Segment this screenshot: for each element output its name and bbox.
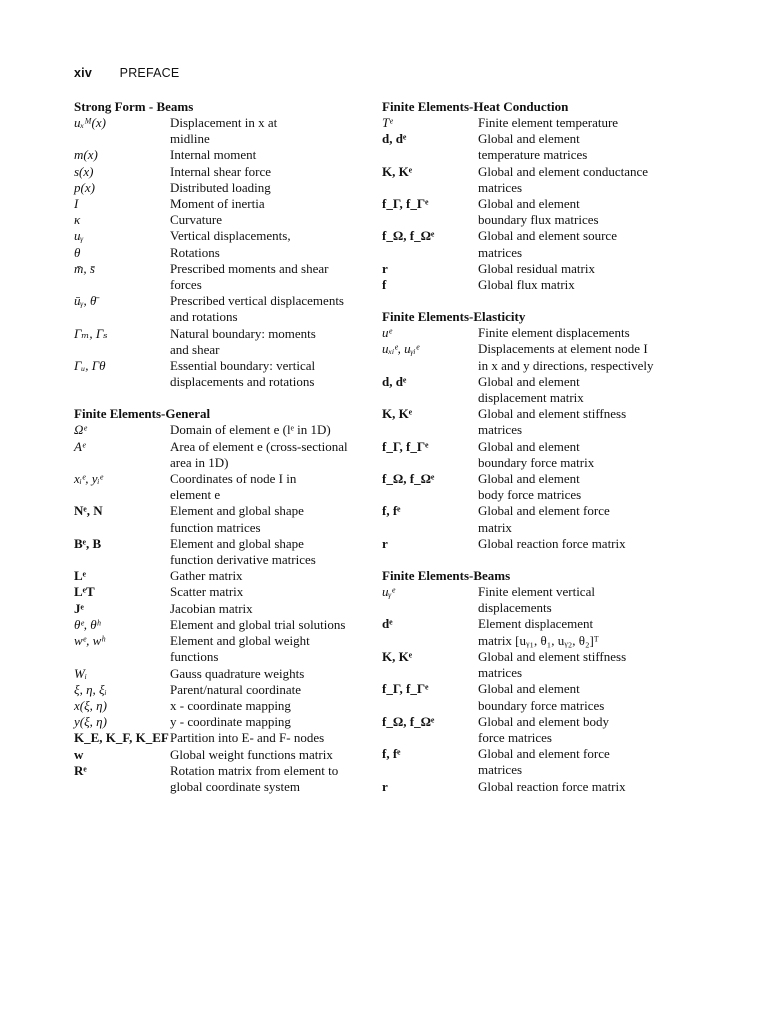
description	[170, 439, 374, 471]
description-line: Scatter matrix	[170, 584, 244, 600]
description-line: displacements and rotations	[170, 374, 315, 390]
description	[170, 666, 374, 682]
description	[478, 616, 682, 648]
notation-row	[74, 212, 374, 228]
symbol: f_Γ, f_Γᵉ	[382, 438, 429, 454]
description	[170, 261, 374, 293]
symbol: uₓᵢᵉ, uᵧᵢᵉ	[382, 341, 420, 357]
description-line: matrix [uᵧ₁, θ₁, uᵧ₂, θ₂]ᵀ	[478, 632, 599, 648]
symbol: f_Ω, f_Ωᵉ	[382, 471, 435, 487]
notation-row	[74, 471, 374, 503]
description	[478, 471, 682, 503]
description	[170, 358, 374, 390]
notation-row	[74, 147, 374, 163]
description-line: Natural boundary: moments	[170, 325, 316, 341]
description-line: midline	[170, 131, 210, 147]
symbol: f	[382, 277, 387, 293]
right-column	[382, 98, 682, 810]
notation-row	[74, 730, 374, 746]
symbol: LᵉT	[74, 584, 95, 600]
description	[170, 617, 374, 633]
notation-row	[74, 714, 374, 730]
description	[170, 245, 374, 261]
description-line: area in 1D)	[170, 454, 229, 470]
description	[170, 228, 374, 244]
notation-row	[74, 601, 374, 617]
description	[478, 714, 682, 746]
description	[170, 763, 374, 795]
notation-row	[74, 682, 374, 698]
section-title: Finite Elements-General	[74, 406, 211, 422]
description-line: Global reaction force matrix	[478, 778, 626, 794]
description-line: Global and element conductance	[478, 163, 649, 179]
symbol: xᵢᵉ, yᵢᵉ	[74, 471, 103, 487]
description-line: function matrices	[170, 519, 261, 535]
description-line: Coordinates of node I in	[170, 471, 297, 487]
description	[478, 325, 682, 341]
description	[478, 164, 682, 196]
description	[170, 164, 374, 180]
symbol: x(ξ, η)	[74, 697, 107, 713]
section-title: Strong Form - Beams	[74, 99, 194, 114]
description-line: Global residual matrix	[478, 260, 595, 276]
description	[478, 261, 682, 277]
symbol: f_Γ, f_Γᵉ	[382, 196, 429, 212]
description-line: Internal moment	[170, 147, 257, 163]
description	[478, 779, 682, 795]
description	[478, 115, 682, 131]
symbol: θ	[74, 244, 81, 260]
symbol: d, dᵉ	[382, 131, 407, 147]
description-line: Global and element	[478, 438, 580, 454]
description	[478, 584, 682, 616]
description-line: force matrices	[478, 729, 552, 745]
description-line: Distributed loading	[170, 179, 271, 195]
description	[170, 536, 374, 568]
symbol: Tᵉ	[382, 115, 393, 130]
page-number: xiv	[74, 66, 92, 80]
description	[478, 341, 682, 373]
symbol: uₓᴹ(x)	[74, 115, 106, 130]
description-line: Global weight functions matrix	[170, 746, 333, 762]
symbol: r	[382, 260, 388, 276]
description-line: matrices	[478, 422, 523, 438]
description-line: matrices	[478, 179, 523, 195]
description-line: Domain of element e (lᵉ in 1D)	[170, 422, 331, 438]
notation-section	[382, 308, 682, 552]
notation-section	[74, 405, 374, 795]
notation-row	[74, 536, 374, 568]
description	[478, 503, 682, 535]
description	[478, 277, 682, 293]
notation-row	[74, 228, 374, 244]
notation-row	[382, 196, 682, 228]
description	[478, 681, 682, 713]
description-line: Parent/natural coordinate	[170, 681, 302, 697]
description-line: Prescribed vertical displacements	[170, 293, 344, 309]
description-line: Global flux matrix	[478, 277, 575, 293]
description-line: global coordinate system	[170, 778, 300, 794]
description	[478, 406, 682, 438]
section-title: Finite Elements-Beams	[382, 568, 511, 584]
notation-section	[382, 98, 682, 293]
description-line: Prescribed moments and shear	[170, 260, 329, 276]
notation-row	[382, 406, 682, 438]
description	[170, 115, 374, 147]
description	[170, 633, 374, 665]
description-line: matrices	[478, 665, 523, 681]
description-line: matrix	[478, 519, 512, 535]
description-line: Rotation matrix from element to	[170, 762, 339, 778]
symbol: p(x)	[74, 179, 95, 195]
symbol: wᵉ, wʰ	[74, 633, 105, 649]
symbol: κ	[74, 212, 81, 228]
description-line: Gauss quadrature weights	[170, 665, 305, 681]
description-line: Element and global weight	[170, 633, 310, 649]
symbol: θᵉ, θʰ	[74, 616, 101, 632]
description	[478, 131, 682, 163]
notation-row	[74, 439, 374, 471]
description	[170, 326, 374, 358]
description-line: Global and element	[478, 373, 580, 389]
description-line: Global and element force	[478, 746, 610, 762]
description-line: Vertical displacements,	[170, 228, 291, 244]
description-line: Element and global shape	[170, 503, 304, 519]
symbol: m(x)	[74, 147, 98, 163]
description-line: Internal shear force	[170, 163, 272, 179]
description-line: Global and element	[478, 471, 580, 487]
description-line: Global and element stiffness	[478, 406, 627, 422]
description-line: Moment of inertia	[170, 196, 265, 212]
symbol: Bᵉ, B	[74, 535, 102, 551]
description-line: temperature matrices	[478, 147, 588, 163]
notation-row	[382, 325, 682, 341]
symbol: Wᵢ	[74, 665, 87, 681]
description	[478, 746, 682, 778]
notation-row	[74, 666, 374, 682]
symbol: Ωᵉ	[74, 422, 87, 438]
notation-row	[74, 617, 374, 633]
notation-row	[74, 633, 374, 665]
description-line: displacement matrix	[478, 390, 584, 406]
description-line: Rotations	[170, 244, 220, 260]
description-line: Global and element source	[478, 228, 617, 244]
description-line: matrices	[478, 244, 523, 260]
description	[170, 730, 374, 746]
notation-row	[74, 698, 374, 714]
notation-row	[382, 228, 682, 260]
description-line: Gather matrix	[170, 568, 243, 584]
notation-section	[74, 98, 374, 390]
notation-row	[74, 763, 374, 795]
description-line: forces	[170, 277, 202, 293]
symbol: r	[382, 778, 388, 794]
notation-row	[74, 326, 374, 358]
notation-row	[74, 245, 374, 261]
description-line: Global and element body	[478, 713, 610, 729]
symbol: uᵧ	[74, 228, 84, 244]
description	[170, 568, 374, 584]
description-line: Displacement in x at	[170, 115, 278, 130]
symbol: Rᵉ	[74, 762, 87, 778]
description	[478, 649, 682, 681]
notation-row	[74, 261, 374, 293]
section-title: Finite Elements-Elasticity	[382, 309, 526, 325]
description	[170, 147, 374, 163]
description-line: Global and element	[478, 196, 580, 212]
description-line: Finite element temperature	[478, 115, 619, 130]
notation-row	[74, 747, 374, 763]
description-line: Partition into E- and F- nodes	[170, 730, 325, 746]
notation-row	[382, 471, 682, 503]
notation-row	[382, 714, 682, 746]
notation-row	[74, 422, 374, 438]
description-line: Essential boundary: vertical	[170, 358, 316, 374]
description-line: Global and element stiffness	[478, 648, 627, 664]
description	[170, 747, 374, 763]
description	[170, 212, 374, 228]
symbol: m̄, s̄	[74, 260, 95, 276]
left-column	[74, 98, 374, 810]
symbol: Nᵉ, N	[74, 503, 103, 519]
description	[170, 601, 374, 617]
notation-row	[382, 616, 682, 648]
symbol: Γᵤ, Γθ	[74, 358, 106, 374]
description	[170, 293, 374, 325]
section-title: Finite Elements-Heat Conduction	[382, 99, 569, 114]
symbol: Γₘ, Γₛ	[74, 325, 108, 341]
symbol: y(ξ, η)	[74, 714, 107, 730]
description-line: Curvature	[170, 212, 222, 228]
symbol: ξ, η, ξᵢ	[74, 681, 107, 697]
symbol: K, Kᵉ	[382, 648, 413, 664]
description-line: Finite element vertical	[478, 584, 595, 600]
symbol: K, Kᵉ	[382, 163, 413, 179]
notation-row	[382, 779, 682, 795]
symbol: uᵧᵉ	[382, 584, 395, 600]
symbol: uᵉ	[382, 325, 392, 341]
description	[478, 196, 682, 228]
notation-row	[382, 439, 682, 471]
symbol: Lᵉ	[74, 568, 87, 584]
description-line: Finite element displacements	[478, 325, 630, 341]
description-line: element e	[170, 487, 221, 503]
description-line: Jacobian matrix	[170, 600, 253, 616]
description-line: x - coordinate mapping	[170, 697, 291, 713]
description-line: functions	[170, 649, 219, 665]
notation-row	[382, 649, 682, 681]
notation-row	[74, 503, 374, 535]
symbol: K, Kᵉ	[382, 406, 413, 422]
notation-row	[74, 584, 374, 600]
symbol: K_E, K_F, K_EF	[74, 730, 169, 746]
description-line: in x and y directions, respectively	[478, 357, 654, 373]
symbol: w	[74, 746, 84, 762]
description	[170, 584, 374, 600]
notation-row	[74, 293, 374, 325]
notation-row	[382, 164, 682, 196]
description-line: Element and global shape	[170, 535, 304, 551]
symbol: d, dᵉ	[382, 373, 407, 389]
symbol: f_Ω, f_Ωᵉ	[382, 713, 435, 729]
description	[478, 228, 682, 260]
notation-section	[382, 567, 682, 795]
description	[478, 536, 682, 552]
description	[170, 698, 374, 714]
symbol: r	[382, 535, 388, 551]
notation-row	[382, 277, 682, 293]
symbol: f, fᵉ	[382, 503, 401, 519]
description	[170, 471, 374, 503]
description	[170, 714, 374, 730]
description-line: function derivative matrices	[170, 552, 316, 568]
symbol: f, fᵉ	[382, 746, 401, 762]
description-line: Element and global trial solutions	[170, 616, 346, 632]
symbol: dᵉ	[382, 616, 393, 632]
description	[170, 422, 374, 438]
description-line: matrices	[478, 762, 523, 778]
notation-row	[382, 584, 682, 616]
description-line: body force matrices	[478, 487, 582, 503]
description-line: Global reaction force matrix	[478, 535, 626, 551]
symbol: Jᵉ	[74, 600, 84, 616]
description-line: Global and element	[478, 681, 580, 697]
notation-row	[74, 115, 374, 147]
notation-row	[382, 374, 682, 406]
description	[170, 682, 374, 698]
notation-row	[382, 341, 682, 373]
description	[478, 374, 682, 406]
notation-row	[74, 180, 374, 196]
notation-row	[382, 536, 682, 552]
symbol: f_Γ, f_Γᵉ	[382, 681, 429, 697]
description	[170, 196, 374, 212]
notation-row	[382, 681, 682, 713]
description-line: boundary flux matrices	[478, 212, 599, 228]
symbol: Aᵉ	[74, 438, 86, 454]
symbol: s(x)	[74, 163, 94, 179]
description-line: Displacements at element node I	[478, 341, 648, 357]
description-line: boundary force matrix	[478, 454, 595, 470]
notation-row	[74, 358, 374, 390]
symbol: I	[74, 196, 79, 212]
description-line: and shear	[170, 341, 220, 357]
description-line: Area of element e (cross-sectional	[170, 438, 348, 454]
description-line: Element displacement	[478, 616, 594, 632]
description	[478, 439, 682, 471]
page-header	[74, 66, 179, 80]
notation-row	[382, 261, 682, 277]
description-line: Global and element force	[478, 503, 610, 519]
notation-row	[382, 115, 682, 131]
description	[170, 503, 374, 535]
description-line: and rotations	[170, 309, 238, 325]
notation-row	[74, 164, 374, 180]
description-line: displacements	[478, 600, 552, 616]
description	[170, 180, 374, 196]
running-title: PREFACE	[119, 66, 180, 80]
notation-row	[382, 746, 682, 778]
notation-row	[74, 568, 374, 584]
symbol: ūᵧ, θ̄	[74, 293, 97, 309]
description-line: boundary force matrices	[478, 697, 605, 713]
notation-row	[382, 131, 682, 163]
description-line: y - coordinate mapping	[170, 714, 291, 730]
notation-row	[382, 503, 682, 535]
description-line: Global and element	[478, 131, 580, 147]
symbol: f_Ω, f_Ωᵉ	[382, 228, 435, 244]
notation-row	[74, 196, 374, 212]
